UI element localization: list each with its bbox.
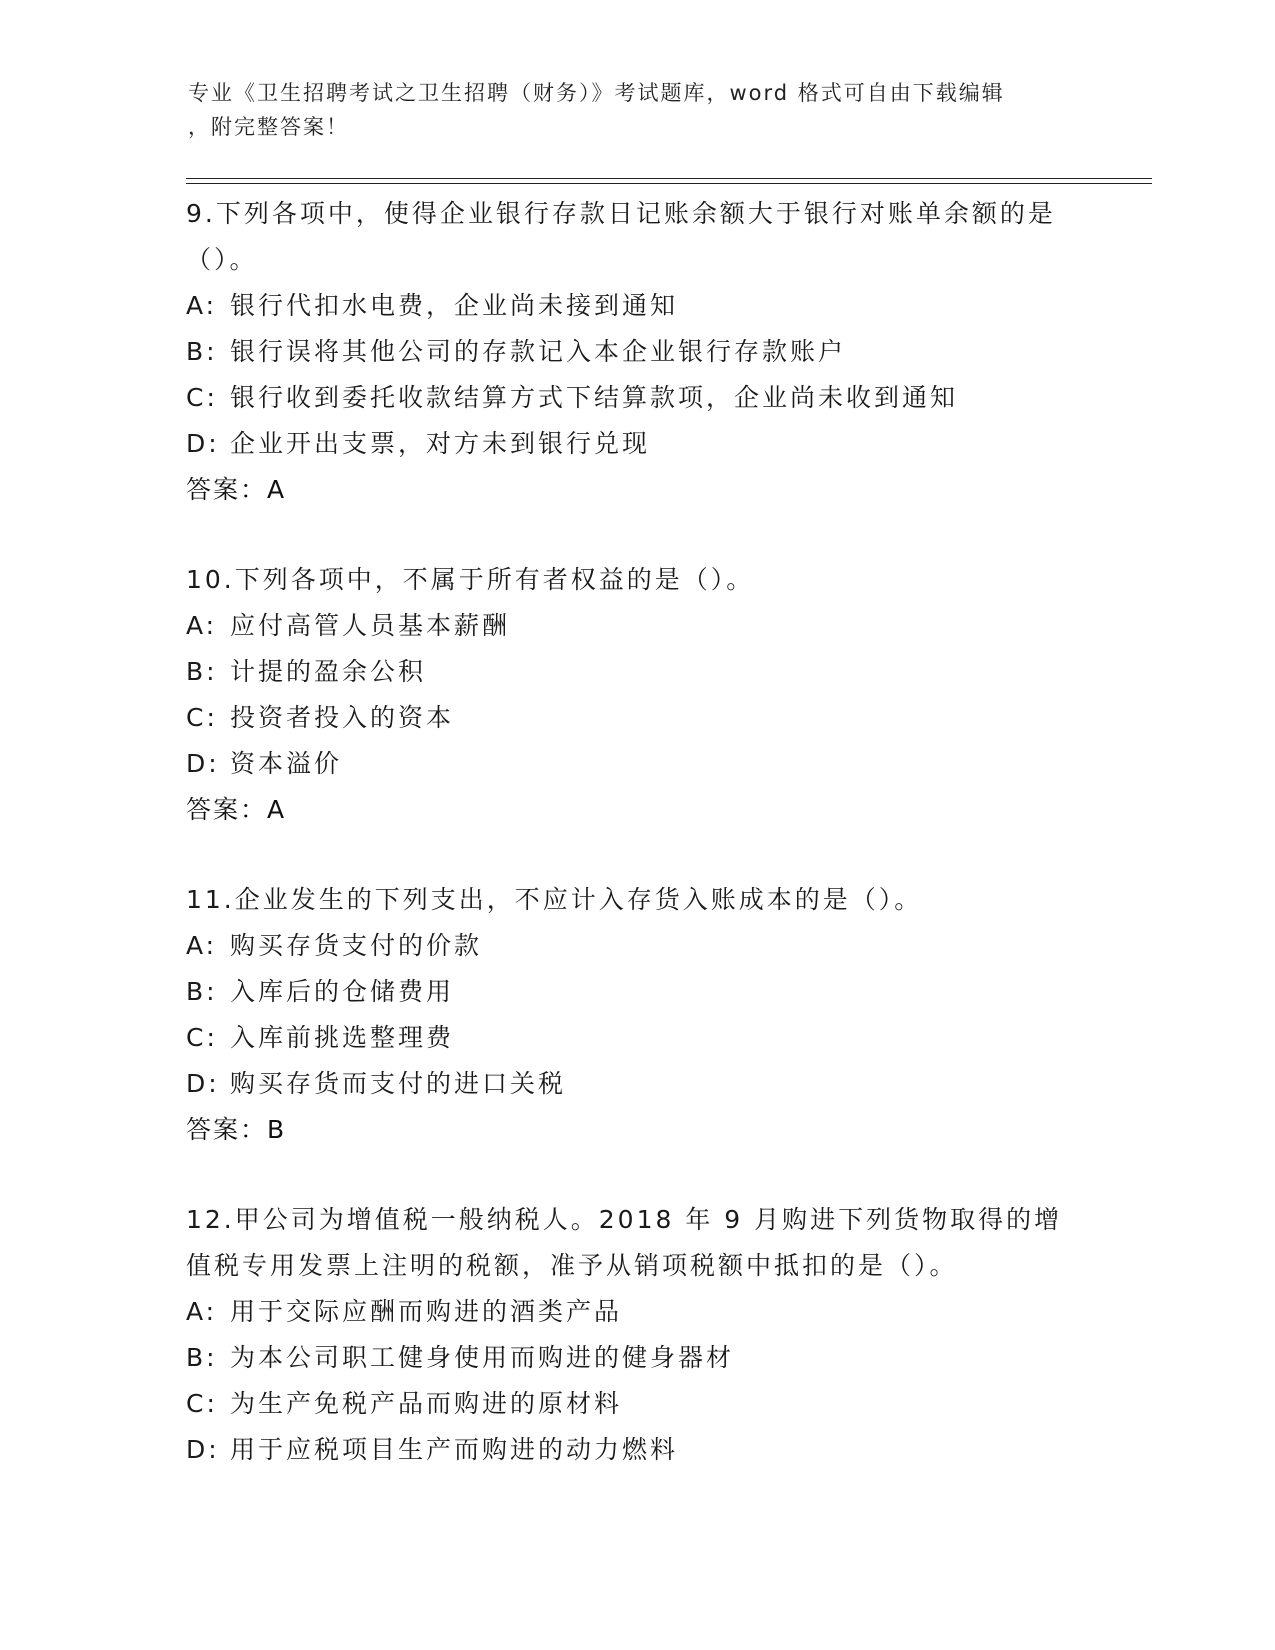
question-11 <box>186 877 1086 1153</box>
answer-line: 答案：B <box>186 1115 287 1144</box>
question-stem: 11.企业发生的下列支出，不应计入存货入账成本的是（）。 <box>186 885 923 914</box>
option-text: 银行误将其他公司的存款记入本企业银行存款账户 <box>230 337 847 366</box>
option-text: 为本公司职工健身使用而购进的健身器材 <box>230 1343 735 1372</box>
option-text: 银行收到委托收款结算方式下结算款项，企业尚未收到通知 <box>230 383 959 412</box>
option-c <box>186 1381 1086 1427</box>
question-10 <box>186 557 1086 833</box>
option-text: 用于应税项目生产而购进的动力燃料 <box>230 1435 679 1464</box>
option-text: 计提的盈余公积 <box>230 657 427 686</box>
option-key: C: <box>186 703 218 732</box>
header-line-1: 专业《卫生招聘考试之卫生招聘（财务）》考试题库，word 格式可自由下载编辑 <box>188 81 1005 105</box>
option-text: 购买存货支付的价款 <box>230 931 483 960</box>
option-key: B: <box>186 1343 218 1372</box>
option-text: 企业开出支票，对方未到银行兑现 <box>230 429 651 458</box>
option-a <box>186 1289 1086 1335</box>
option-key: A: <box>186 611 218 640</box>
question-12 <box>186 1197 1086 1473</box>
option-key: A: <box>186 291 218 320</box>
option-c <box>186 695 1086 741</box>
option-b <box>186 649 1086 695</box>
option-key: A: <box>186 931 218 960</box>
option-key: B: <box>186 977 218 1006</box>
option-key: C: <box>186 383 218 412</box>
option-key: D: <box>186 749 220 778</box>
header-rule-top <box>186 178 1152 179</box>
option-text: 购买存货而支付的进口关税 <box>230 1069 567 1098</box>
option-c <box>186 375 1086 421</box>
option-key: C: <box>186 1023 218 1052</box>
option-text: 入库前挑选整理费 <box>230 1023 455 1052</box>
option-text: 为生产免税产品而购进的原材料 <box>230 1389 623 1418</box>
header-rule-bottom <box>186 183 1152 184</box>
option-text: 银行代扣水电费，企业尚未接到通知 <box>230 291 679 320</box>
question-9 <box>186 191 1086 513</box>
option-text: 用于交际应酬而购进的酒类产品 <box>230 1297 623 1326</box>
option-b <box>186 1335 1086 1381</box>
option-b <box>186 969 1086 1015</box>
option-a <box>186 283 1086 329</box>
option-d <box>186 1427 1086 1473</box>
option-key: B: <box>186 657 218 686</box>
question-stem: 12.甲公司为增值税一般纳税人。2018 年 9 月购进下列货物取得的增值税专用发票上注明的税额，准予从销项税额中抵扣的是（）。 <box>186 1205 1063 1280</box>
option-key: D: <box>186 1069 220 1098</box>
option-a <box>186 603 1086 649</box>
option-d <box>186 1061 1086 1107</box>
option-text: 投资者投入的资本 <box>230 703 455 732</box>
answer-line: 答案：A <box>186 795 287 824</box>
question-stem: 9.下列各项中，使得企业银行存款日记账余额大于银行对账单余额的是（）。 <box>186 199 1056 274</box>
option-text: 应付高管人员基本薪酬 <box>230 611 511 640</box>
option-d <box>186 421 1086 467</box>
option-key: C: <box>186 1389 218 1418</box>
option-key: B: <box>186 337 218 366</box>
option-d <box>186 741 1086 787</box>
document-header <box>188 76 1088 144</box>
option-key: A: <box>186 1297 218 1326</box>
question-stem: 10.下列各项中，不属于所有者权益的是（）。 <box>186 565 755 594</box>
option-a <box>186 923 1086 969</box>
option-key: D: <box>186 1435 220 1464</box>
question-list <box>186 191 1086 1473</box>
option-text: 入库后的仓储费用 <box>230 977 455 1006</box>
option-c <box>186 1015 1086 1061</box>
option-text: 资本溢价 <box>230 749 343 778</box>
answer-line: 答案：A <box>186 475 287 504</box>
option-key: D: <box>186 429 220 458</box>
header-line-2: ，附完整答案！ <box>188 115 349 139</box>
option-b <box>186 329 1086 375</box>
